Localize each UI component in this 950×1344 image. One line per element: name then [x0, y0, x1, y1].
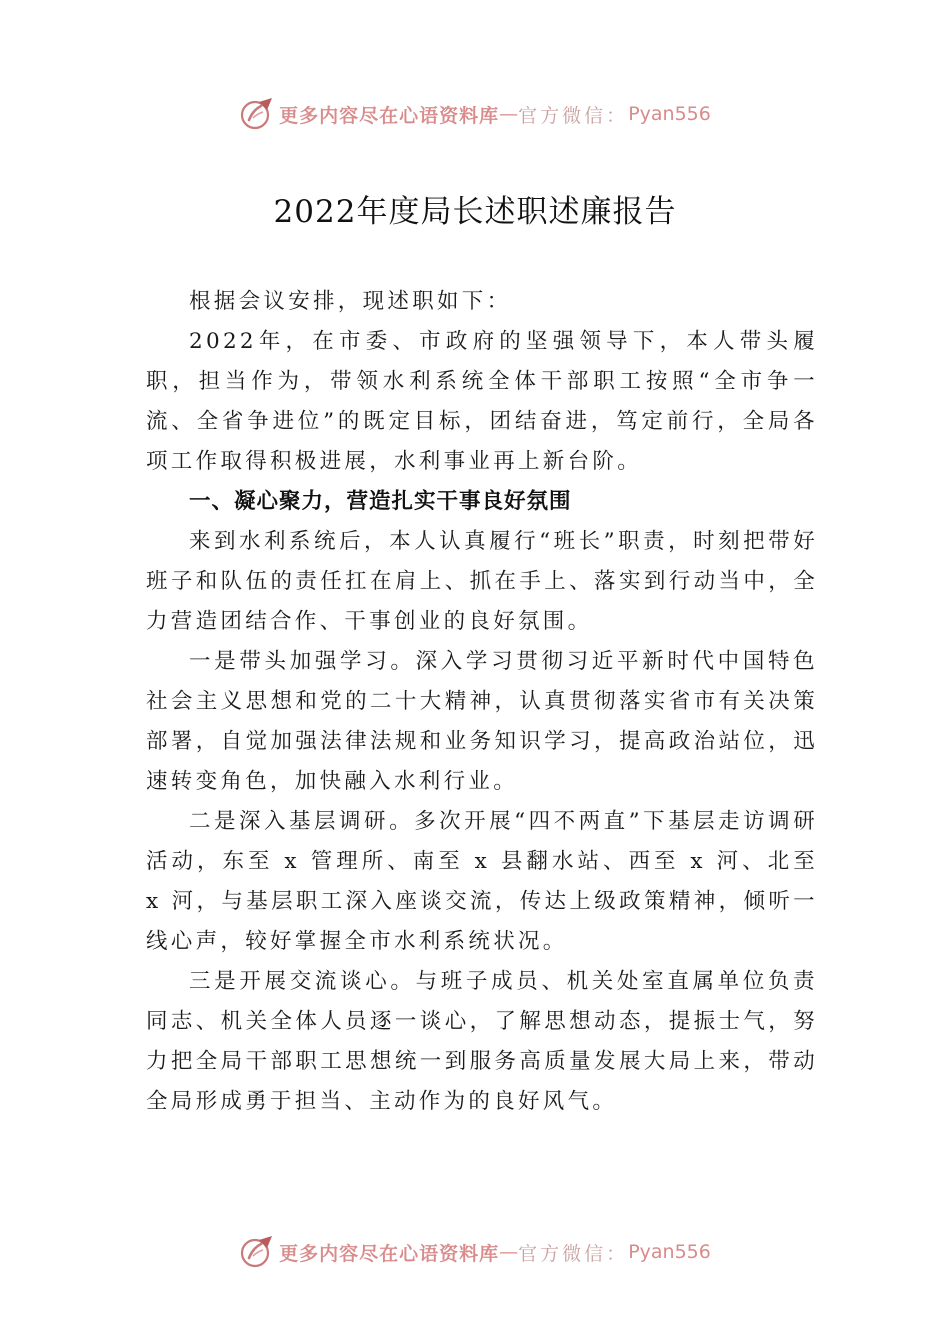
watermark-wechat-label: 官方微信： [518, 1242, 629, 1265]
header-watermark [0, 94, 950, 134]
overview-paragraph: 2022年，在市委、市政府的坚强领导下，本人带头履职，担当作为，带领水利系统全体干部职工按照“全市争一流、全省争进位”的既定目标，团结奋进，笃定前行，全局各项工作取得积极进展，水利事业再上新台阶。 [146, 329, 818, 474]
document-title: 2022年度局长述职述廉报告 [273, 194, 677, 230]
section-intro-paragraph: 来到水利系统后，本人认真履行“班长”职责，时刻把带好班子和队伍的责任扛在肩上、抓在手上、落实到行动当中，全力营造团结合作、干事创业的良好氛围。 [146, 529, 818, 634]
watermark-wechat-id: Pyan556 [628, 103, 711, 125]
watermark-brand: 更多内容尽在心语资料库 [279, 1242, 500, 1265]
pen-seal-icon [239, 1234, 275, 1270]
study-paragraph: 一是带头加强学习。深入学习贯彻习近平新时代中国特色社会主义思想和党的二十大精神，认真贯彻落实省市有关决策部署，自觉加强法律法规和业务知识学习，提高政治站位，迅速转变角色，加快融入水利行业。 [146, 649, 818, 794]
section-heading: 一、凝心聚力，营造扎实干事良好氛围 [189, 489, 572, 514]
talk-paragraph: 三是开展交流谈心。与班子成员、机关处室直属单位负责同志、机关全体人员逐一谈心，了解思想动态，提振士气，努力把全局干部职工思想统一到服务高质量发展大局上来，带动全局形成勇于担当、主动作为的良好风气。 [146, 969, 818, 1114]
watermark-wechat-id: Pyan556 [628, 1241, 711, 1263]
intro-paragraph: 根据会议安排，现述职如下： [189, 289, 512, 314]
watermark-brand: 更多内容尽在心语资料库 [279, 104, 500, 127]
watermark-separator: — [499, 103, 519, 125]
footer-watermark [0, 1232, 950, 1272]
research-paragraph: 二是深入基层调研。多次开展“四不两直”下基层走访调研活动，东至 x 管理所、南至 x 县翻水站、西至 x 河、北至 x 河，与基层职工深入座谈交流，传达上级政策精神，倾听一线心声，较好掌握全市水利系统状况。 [146, 809, 818, 954]
pen-seal-icon [239, 96, 275, 132]
watermark-wechat-label: 官方微信： [518, 104, 629, 127]
document-body [146, 282, 818, 1122]
watermark-separator: — [499, 1241, 519, 1263]
